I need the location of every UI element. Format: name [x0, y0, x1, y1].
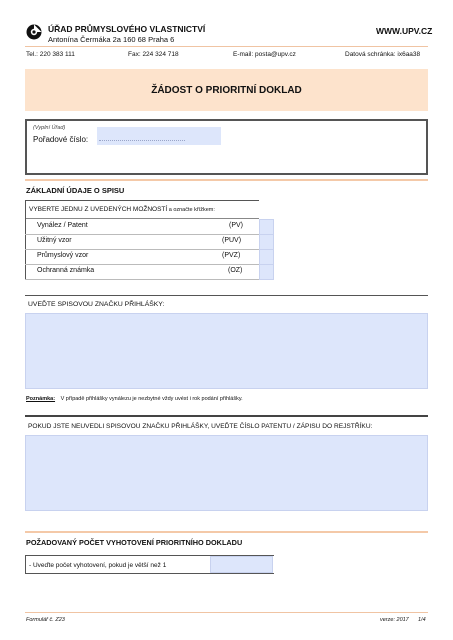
reference-note-text: V případě přihlášky vynálezu je nezbytné vždy uvést i rok podání přihlášky.	[60, 396, 243, 402]
order-number-field[interactable]	[97, 127, 221, 145]
option-code: (PVZ)	[222, 252, 241, 259]
form-version: verze: 2017	[380, 617, 409, 623]
logo-mark-icon	[26, 24, 42, 40]
choose-option-label	[29, 206, 215, 213]
section-divider	[25, 531, 428, 533]
section-divider	[25, 179, 428, 181]
contact-tel: Tel.: 220 383 111	[26, 51, 75, 58]
reference-note-label: Poznámka:	[26, 396, 56, 402]
footer-divider	[25, 612, 428, 613]
title-band	[25, 69, 428, 111]
option-code: (PUV)	[222, 237, 242, 244]
option-checkbox[interactable]	[259, 249, 274, 265]
patent-label-bar	[25, 415, 428, 437]
contact-databox: Datová schránka: ix6aa38	[345, 51, 421, 58]
website[interactable]: WWW.UPV.CZ	[376, 26, 433, 36]
copies-heading: POŽADOVANÝ POČET VYHOTOVENÍ PRIORITNÍHO DOKLADU	[26, 538, 243, 547]
header-divider	[25, 46, 428, 47]
option-row	[25, 219, 273, 235]
option-checkbox[interactable]	[259, 219, 274, 235]
office-use-caption: (Vyplní Úřad)	[33, 125, 66, 131]
option-code: (PV)	[229, 222, 243, 229]
reference-label-bar	[25, 295, 428, 314]
org-name: ÚŘAD PRŮMYSLOVÉHO VLASTNICTVÍ	[48, 24, 206, 34]
option-row	[25, 264, 273, 280]
option-code: (OZ)	[228, 267, 243, 274]
option-checkbox[interactable]	[259, 264, 274, 280]
office-use-box	[25, 119, 428, 175]
copies-item-label: - Uveďte počet vyhotovení, pokud je větší než 1	[29, 562, 167, 569]
order-number-label: Pořadové číslo:	[33, 135, 89, 144]
choose-option-label-suffix: a označte křížkem:	[167, 207, 215, 213]
page-title: ŽÁDOST O PRIORITNÍ DOKLAD	[151, 84, 302, 96]
patent-label: POKUD JSTE NEUVEDLI SPISOVOU ZNAČKU PŘIHLÁŠKY, UVEĎTE ČÍSLO PATENTU / ZÁPISU DO REJSTŘÍKU:	[28, 423, 373, 430]
upv-logo	[26, 24, 42, 40]
patent-number-input[interactable]	[25, 435, 428, 511]
option-label: Průmyslový vzor	[37, 252, 89, 259]
org-address: Antonína Čermáka 2a 160 68 Praha 6	[48, 35, 175, 44]
option-checkbox[interactable]	[259, 234, 274, 250]
option-label: Vynález / Patent	[37, 222, 88, 229]
section-basic-data-heading: ZÁKLADNÍ ÚDAJE O SPISU	[26, 186, 125, 195]
reference-note	[26, 396, 243, 402]
option-label: Užitný vzor	[37, 237, 72, 244]
option-label: Ochranná známka	[37, 267, 95, 274]
reference-label: UVEĎTE SPISOVOU ZNAČKU PŘIHLÁŠKY:	[28, 301, 165, 308]
contact-email[interactable]: E-mail: posta@upv.cz	[233, 51, 296, 58]
page-number: 1/4	[418, 617, 426, 623]
reference-input[interactable]	[25, 313, 428, 389]
choose-option-label-main: VYBERTE JEDNU Z UVEDENÝCH MOŽNOSTÍ	[29, 206, 168, 213]
copies-count-input[interactable]	[210, 556, 273, 573]
option-row	[25, 249, 273, 265]
contact-fax: Fax: 224 324 718	[128, 51, 179, 58]
option-row	[25, 234, 273, 250]
form-number: Formulář č. Z23	[26, 617, 65, 623]
